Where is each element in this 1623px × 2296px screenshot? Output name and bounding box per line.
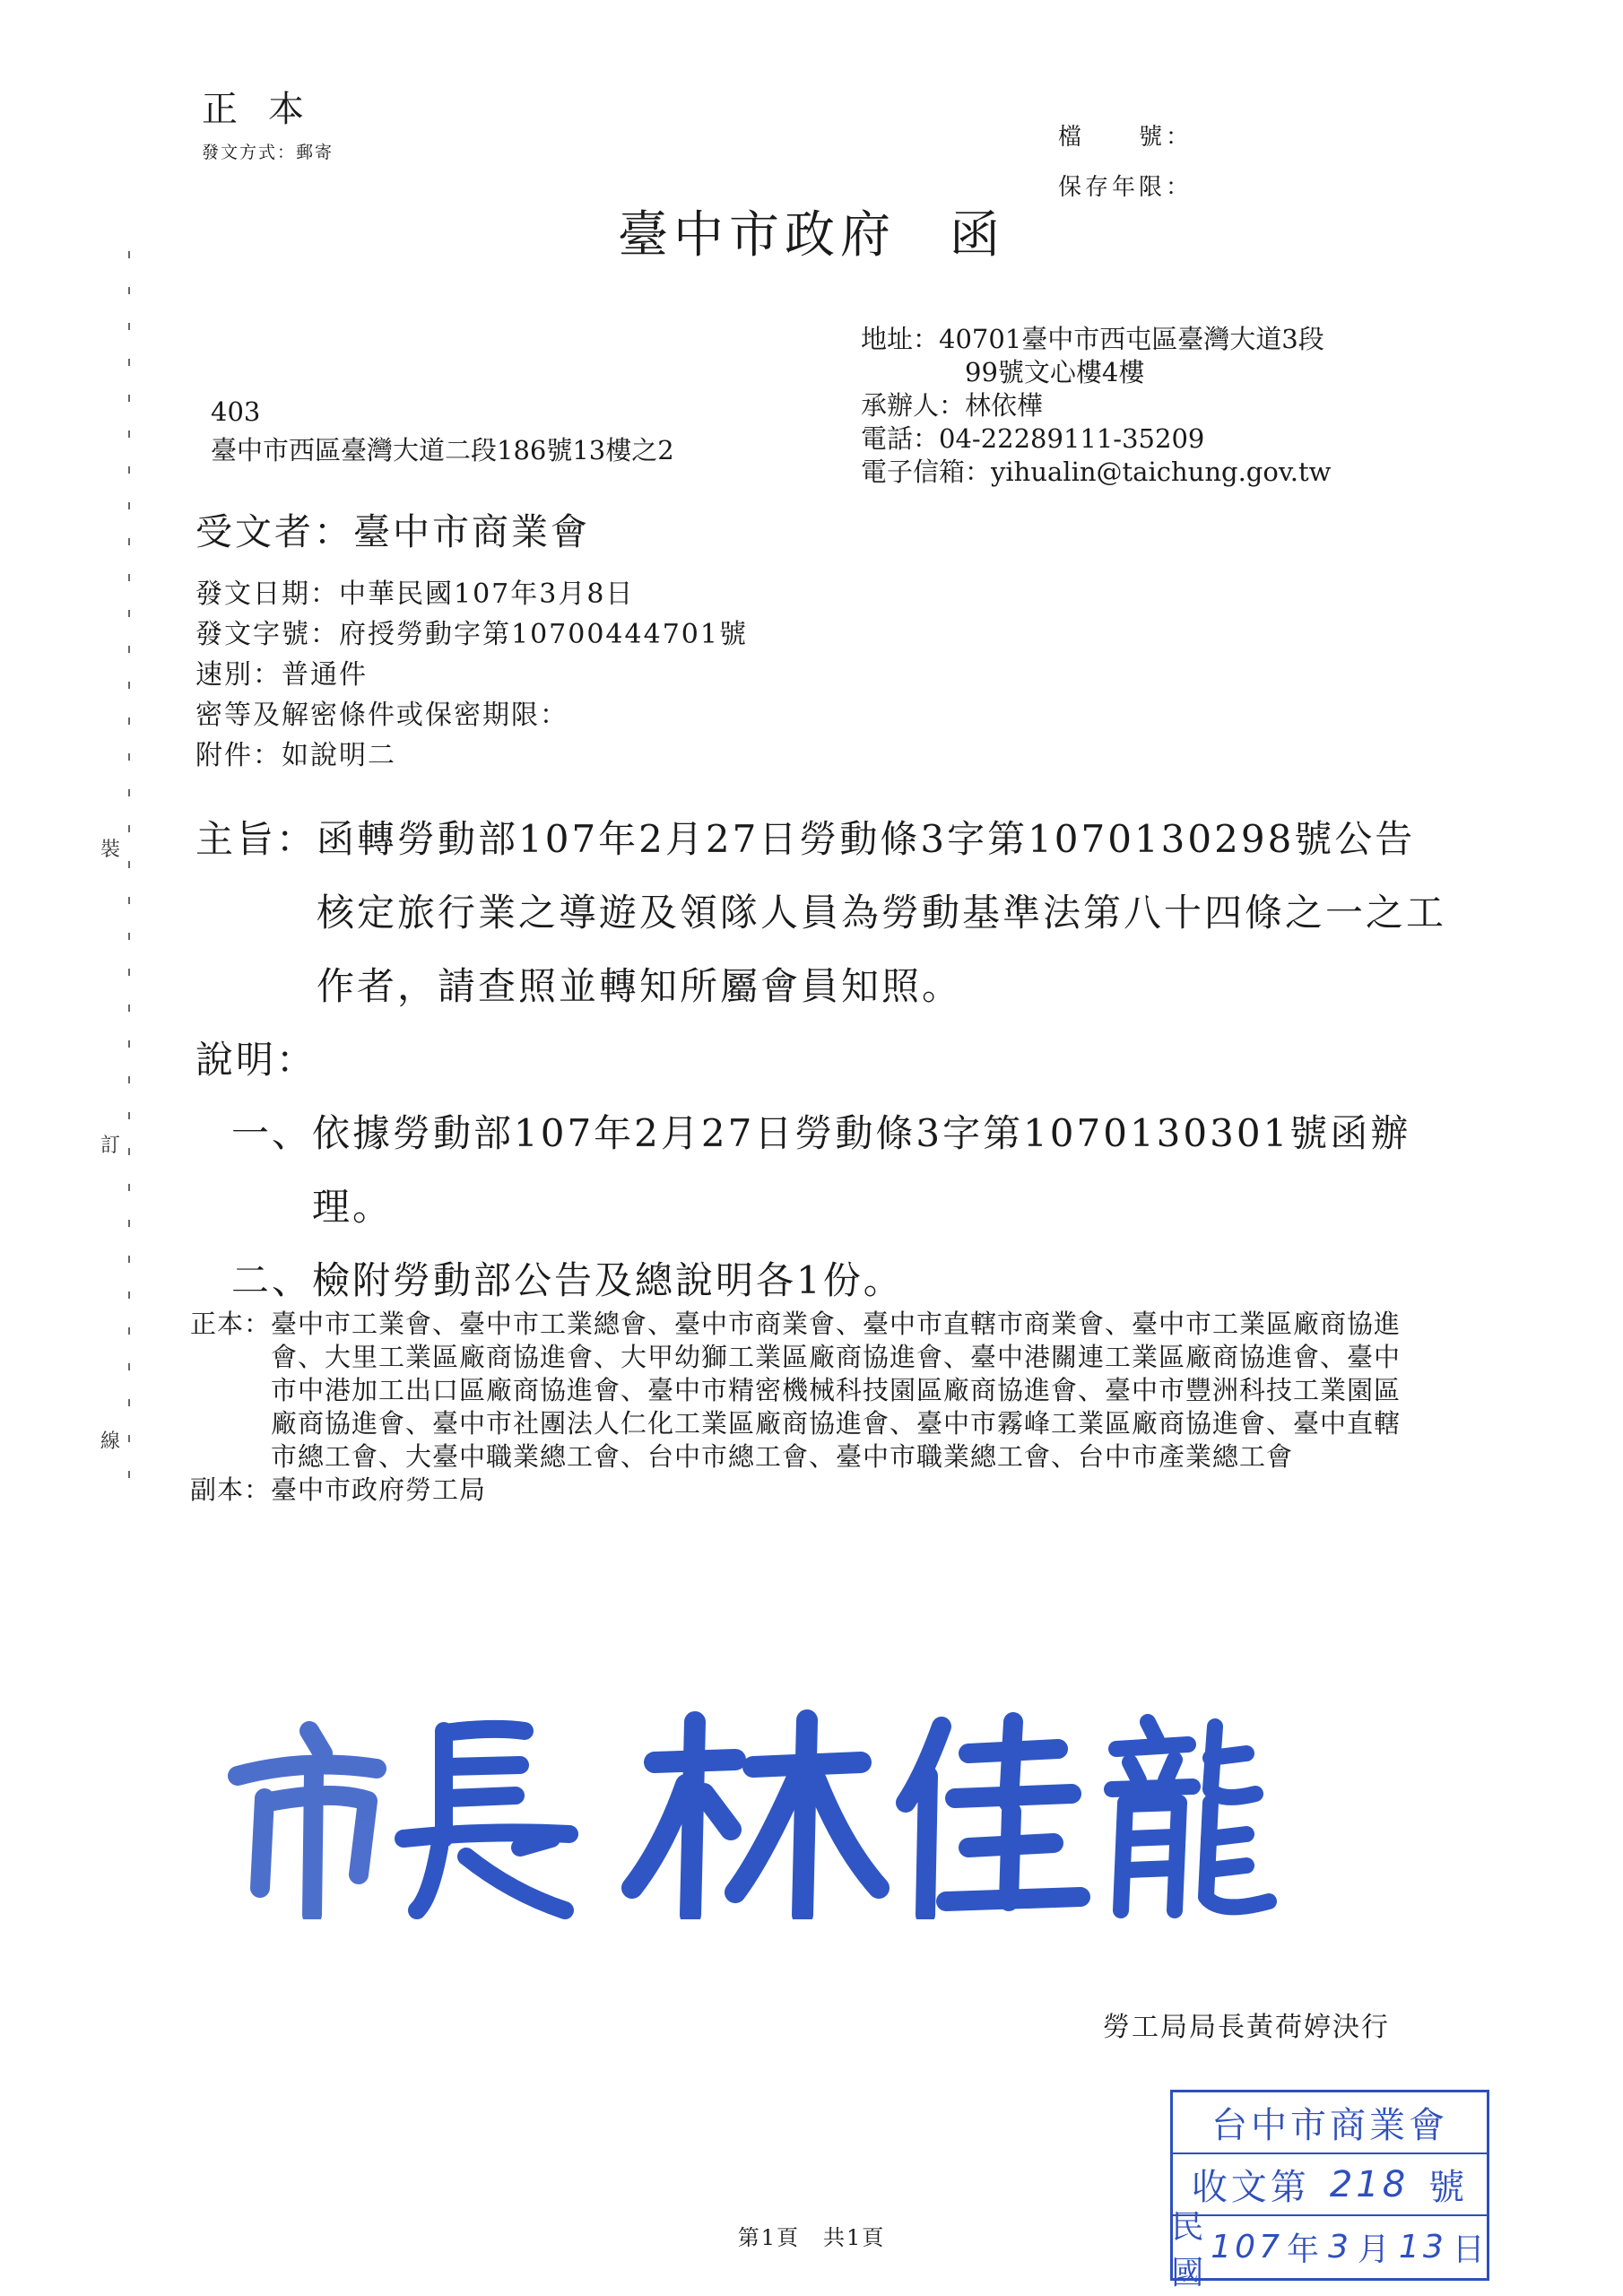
binding-mark-2: 訂 bbox=[100, 1135, 121, 1157]
copy-text: 臺中市政府勞工局 bbox=[271, 1474, 487, 1505]
explanation-list bbox=[195, 1097, 1451, 1318]
stamp-receipt-number: 218 bbox=[1329, 2163, 1410, 2205]
cc-list bbox=[190, 1308, 1428, 1474]
explanation-item-number: 二、 bbox=[231, 1258, 313, 1302]
binding-mark-3: 線 bbox=[100, 1431, 121, 1453]
secrecy: 密等及解密條件或保密期限： bbox=[195, 700, 568, 731]
stamp-day-unit: 日 bbox=[1452, 2231, 1488, 2268]
title-org: 臺中市政府 bbox=[618, 206, 896, 265]
document-number: 發文字號：府授勞動字第10700444701號 bbox=[195, 619, 748, 650]
decision-line: 勞工局局長黃荷婷決行 bbox=[1103, 2012, 1390, 2043]
send-method: 發文方式：郵寄 bbox=[202, 143, 334, 162]
stamp-year: 107 bbox=[1211, 2229, 1283, 2266]
explanation-item bbox=[231, 1244, 1451, 1318]
explanation-item-text: 依據勞動部107年2月27日勞動條3字第1070130301號函辦理。 bbox=[312, 1111, 1411, 1229]
explanation-item-text: 檢附勞動部公告及總說明各1份。 bbox=[312, 1258, 904, 1302]
sender-address-line2: 99號文心樓4樓 bbox=[965, 357, 1145, 387]
copy-label: 副本： bbox=[190, 1474, 272, 1505]
recipient-postal-code: 403 bbox=[211, 396, 261, 427]
cc-label: 正本： bbox=[190, 1309, 272, 1339]
binding-line bbox=[128, 251, 130, 1507]
receipt-stamp bbox=[1170, 2090, 1489, 2292]
cc-text: 臺中市工業會、臺中市工業總會、臺中市商業會、臺中市直轄市商業會、臺中市工業區廠商協進會、大里工業區廠商協進會、大甲幼獅工業區廠商協進會、臺中港關連工業區廠商協進會、臺中市中港加工出口區廠商協進會、臺中市精密機械科技園區廠商協進會、臺中市豐洲科技工業園區廠商協進會、臺中市社團法人仁化工業區廠商協進會、臺中市霧峰工業區廠商協進會、臺中直轄市總工會、大臺中職業總工會、台中市總工會、臺中市職業總工會、台中市產業總工會 bbox=[271, 1309, 1402, 1472]
stamp-day: 13 bbox=[1398, 2229, 1447, 2266]
stamp-receipt-suffix: 號 bbox=[1428, 2167, 1469, 2208]
attachment: 附件：如說明二 bbox=[195, 740, 396, 771]
subject-text: 函轉勞動部107年2月27日勞動條3字第1070130298號公告核定旅行業之導遊及領隊人員為勞動基準法第八十四條之一之工作者，請查照並轉知所屬會員知照。 bbox=[317, 817, 1447, 1008]
retention-label: 保存年限： bbox=[1058, 174, 1193, 201]
recipient-address bbox=[211, 393, 674, 470]
issue-date: 發文日期：中華民國107年3月8日 bbox=[195, 578, 635, 610]
recipient-address-line: 臺中市西區臺灣大道二段186號13樓之2 bbox=[211, 435, 674, 465]
explanation-item-number: 一、 bbox=[231, 1111, 313, 1155]
distribution bbox=[190, 1308, 1428, 1507]
sender-phone: 電話：04-22289111-35209 bbox=[861, 423, 1205, 454]
stamp-year-unit: 年 bbox=[1286, 2231, 1323, 2268]
page-number: 第1頁 共1頁 bbox=[737, 2225, 886, 2250]
sender-address-line1: 40701臺中市西屯區臺灣大道3段 bbox=[939, 324, 1324, 354]
binding-mark-1: 裝 bbox=[100, 839, 121, 861]
stamp-receipt-row bbox=[1173, 2154, 1487, 2216]
main-content bbox=[195, 803, 1451, 1318]
mayor-signature bbox=[224, 1704, 1282, 1919]
sender-address-row bbox=[861, 323, 1331, 356]
sender-info bbox=[861, 323, 1331, 489]
stamp-org: 台中市商業會 bbox=[1173, 2092, 1487, 2154]
sender-handler: 承辦人：林依樺 bbox=[861, 390, 1044, 421]
file-number-label: 檔 號： bbox=[1058, 124, 1193, 151]
explanation-item bbox=[231, 1097, 1451, 1244]
stamp-date-prefix: 民國 bbox=[1171, 2208, 1208, 2292]
subject-label: 主旨： bbox=[195, 817, 317, 861]
title-doc-type: 函 bbox=[950, 206, 1005, 265]
stamp-receipt-prefix: 收文第 bbox=[1191, 2167, 1310, 2208]
speed: 速別：普通件 bbox=[195, 659, 368, 691]
stamp-month: 3 bbox=[1328, 2229, 1352, 2266]
recipient: 受文者：臺中市商業會 bbox=[195, 510, 590, 553]
subject bbox=[195, 803, 1451, 1023]
stamp-month-unit: 月 bbox=[1357, 2231, 1393, 2268]
explanation-label: 說明： bbox=[195, 1038, 317, 1082]
sender-address-label: 地址： bbox=[861, 324, 940, 354]
document-meta bbox=[195, 574, 748, 776]
copy-list bbox=[190, 1474, 1428, 1507]
copy-type: 正本 bbox=[202, 89, 334, 130]
document-title bbox=[0, 196, 1623, 267]
sender-email: 電子信箱：yihualin@taichung.gov.tw bbox=[861, 457, 1332, 487]
